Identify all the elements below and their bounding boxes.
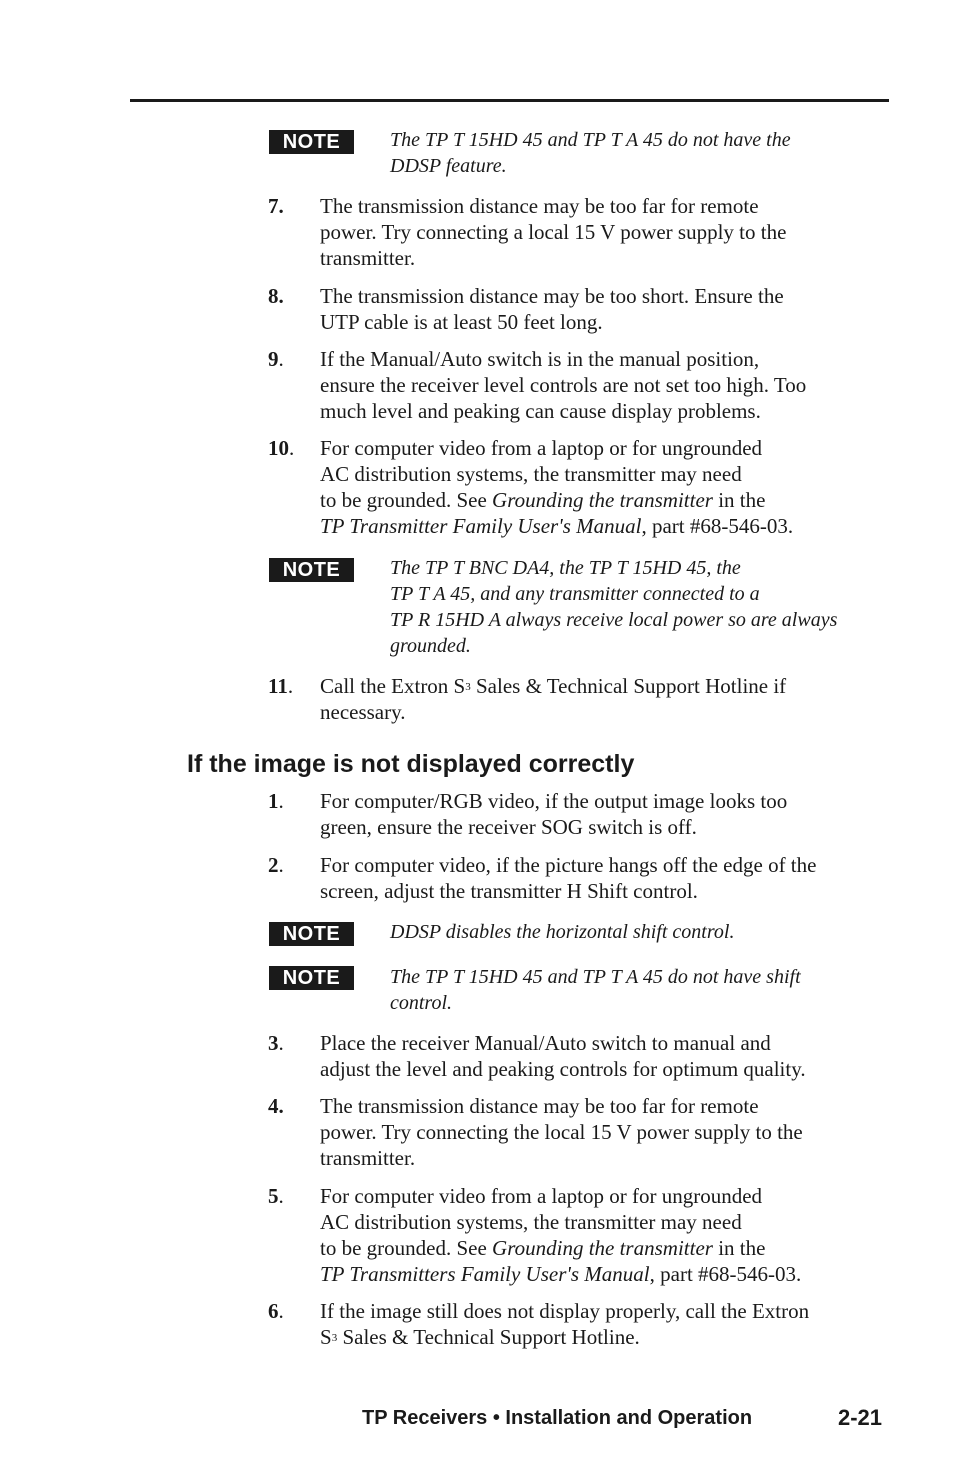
note-text: DDSP disables the horizontal shift control. xyxy=(390,921,735,943)
note-badge: NOTE xyxy=(269,966,354,990)
footer-title: TP Receivers • Installation and Operation xyxy=(362,1407,753,1429)
note-text: The TP T 15HD 45 and TP T A 45 do not have the DDSP feature. xyxy=(390,129,791,177)
item-text: If the Manual/Auto switch is in the manual position, ensure the receiver level controls are not set too high. Too much level and peaking can cause display problems. xyxy=(320,347,807,423)
item-text: Place the receiver Manual/Auto switch to manual and adjust the level and peaking controls for optimum quality. xyxy=(320,1031,806,1081)
header-rule xyxy=(130,99,889,102)
item-number: 9. xyxy=(268,347,284,371)
item-number: 5. xyxy=(268,1184,284,1208)
item-number: 11. xyxy=(268,674,294,698)
manual-reference: TP Transmitter Family User's Manual xyxy=(320,514,642,538)
item-number: 8. xyxy=(268,284,284,308)
section-heading: If the image is not displayed correctly xyxy=(187,750,635,778)
item-number: 3. xyxy=(268,1031,284,1055)
item-text: For computer video from a laptop or for ungrounded AC distribution systems, the transmitter may need to be grounded. See Grounding the transmitter in the TP Transmitter Family User's Manual, part #68-546-03. xyxy=(320,436,794,538)
item-text: For computer/RGB video, if the output image looks too green, ensure the receiver SOG switch is off. xyxy=(320,789,788,839)
item-number: 2. xyxy=(268,853,284,877)
manual-reference: Grounding the transmitter xyxy=(492,488,713,512)
item-text: For computer video, if the picture hangs off the edge of the screen, adjust the transmitter H Shift control. xyxy=(320,853,817,903)
item-text: If the image still does not display properly, call the Extron $S^3$ Sales & Technical Support Hotline. xyxy=(320,1299,810,1349)
item-text: For computer video from a laptop or for ungrounded AC distribution systems, the transmitter may need to be grounded. See Grounding the transmitter in the TP Transmitters Family User's Manual, part #68-546-03. xyxy=(320,1184,802,1286)
item-text: Call the Extron $S^3$ Sales & Technical Support Hotline if necessary. xyxy=(320,674,787,724)
page-number: 2-21 xyxy=(838,1405,883,1430)
item-number: 7. xyxy=(268,194,284,218)
note-badge: NOTE xyxy=(269,130,354,154)
item-text: The transmission distance may be too far for remote power. Try connecting a local 15 V power supply to the transmitter. xyxy=(320,194,787,270)
note-text: The TP T BNC DA4, the TP T 15HD 45, the TP T A 45, and any transmitter connected to a TP R 15HD A always receive local power so are always grounded. xyxy=(390,557,838,657)
item-number: 10. xyxy=(268,436,295,460)
manual-reference: Grounding the transmitter xyxy=(492,1236,713,1260)
item-number: 1. xyxy=(268,789,284,813)
item-number: 4. xyxy=(268,1094,284,1118)
note-badge: NOTE xyxy=(269,558,354,582)
note-text: The TP T 15HD 45 and TP T A 45 do not have shift control. xyxy=(390,966,801,1014)
item-text: The transmission distance may be too far for remote power. Try connecting the local 15 V power supply to the transmitter. xyxy=(320,1094,803,1170)
manual-reference: TP Transmitters Family User's Manual xyxy=(320,1262,650,1286)
item-text: The transmission distance may be too short. Ensure the UTP cable is at least 50 feet long. xyxy=(320,284,784,334)
item-number: 6. xyxy=(268,1299,284,1323)
note-badge: NOTE xyxy=(269,922,354,946)
